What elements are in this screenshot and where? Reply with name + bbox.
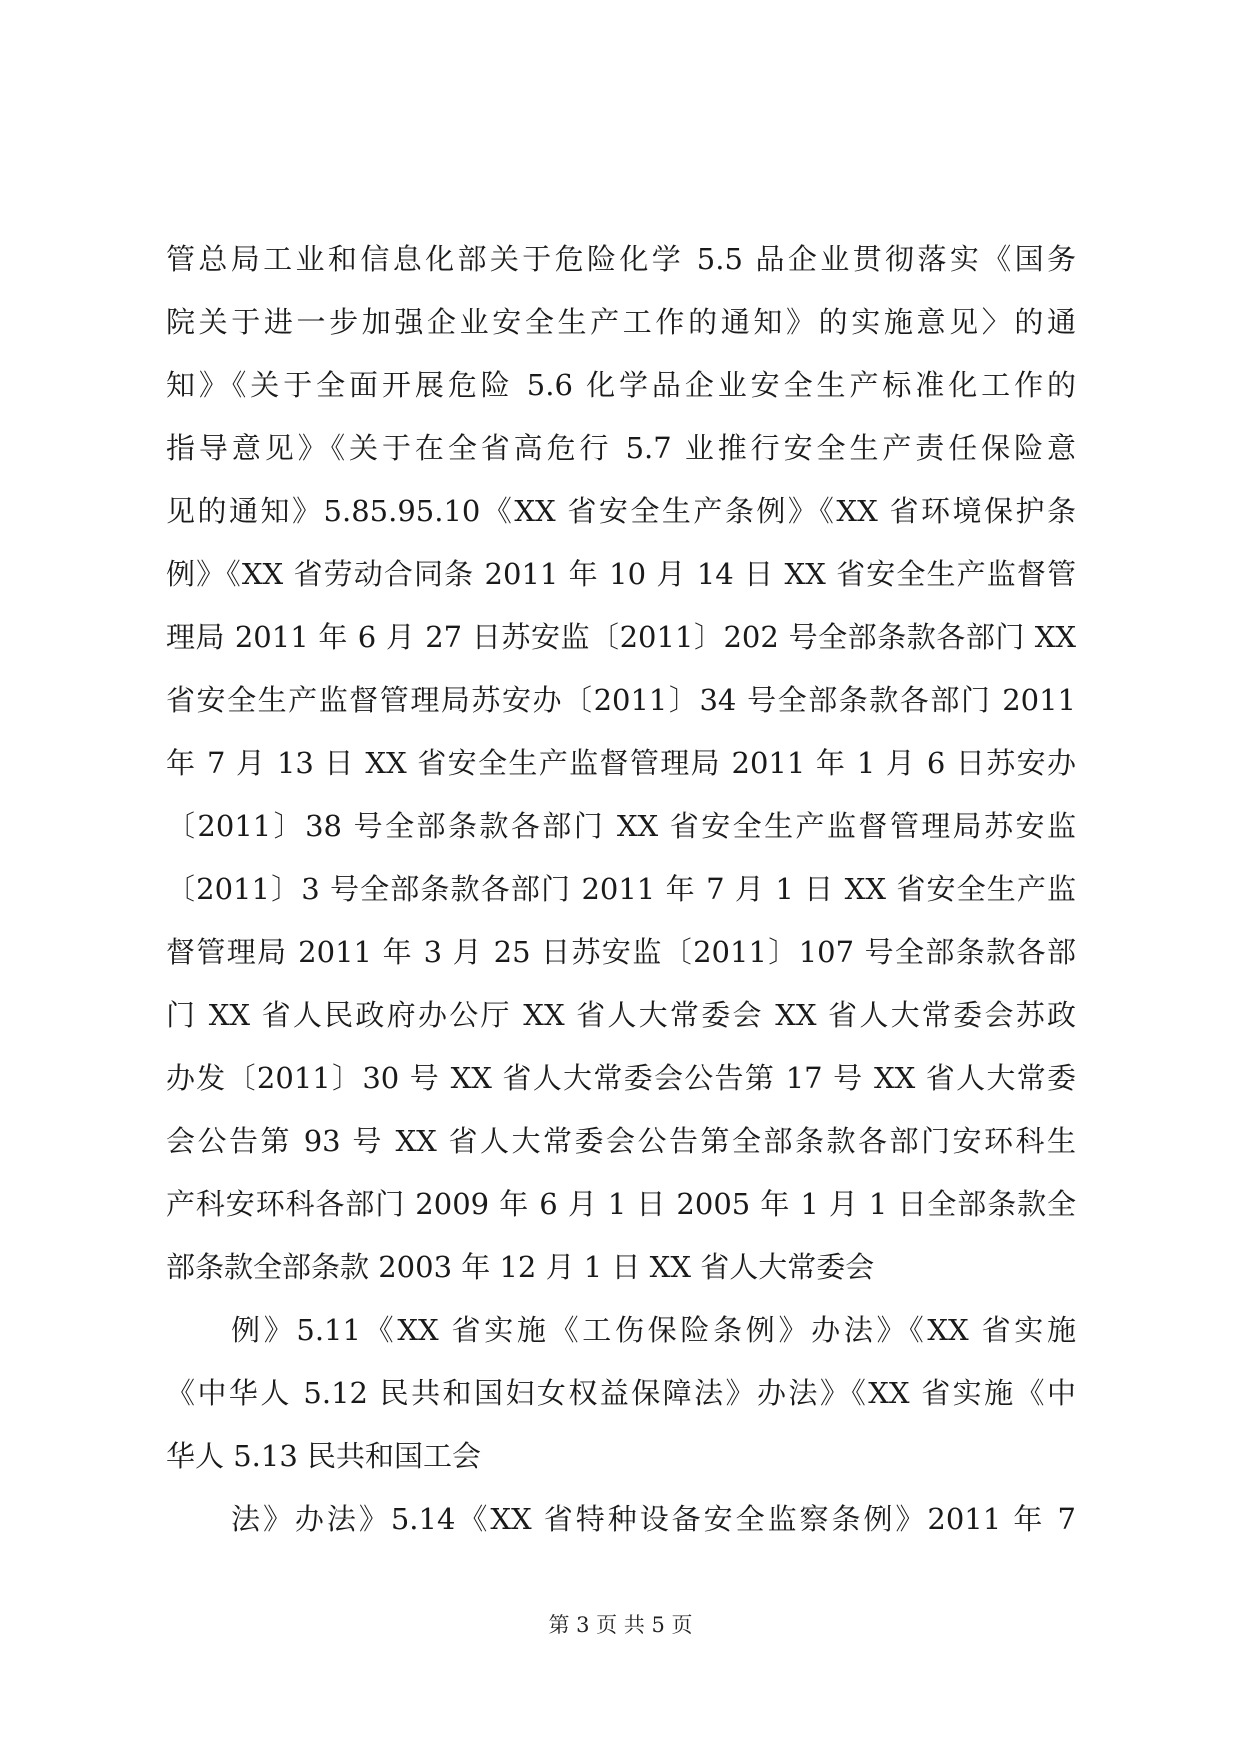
paragraph-first-line: 法》办法》5.14《XX 省特种设备安全监察条例》2011 年 7 (231, 1502, 1076, 1536)
text-line: 华人 5.13 民共和国工会 (166, 1439, 482, 1473)
page-number: 第 3 页 共 5 页 (548, 1613, 693, 1637)
text-line: 会公告第 93 号 XX 省人大常委会公告第全部条款各部门安环科生 (166, 1124, 1076, 1158)
text-line: 部条款全部条款 2003 年 12 月 1 日 XX 省人大常委会 (166, 1250, 875, 1284)
text-line: 知》《关于全面开展危险 5.6 化学品企业安全生产标准化工作的 (166, 368, 1076, 402)
text-line: 例》《XX 省劳动合同条 2011 年 10 月 14 日 XX 省安全生产监督管 (166, 557, 1076, 591)
text-line: 产科安环科各部门 2009 年 6 月 1 日 2005 年 1 月 1 日全部条款全 (166, 1187, 1076, 1221)
text-line: 〔2011〕38 号全部条款各部门 XX 省安全生产监督管理局苏安监 (166, 809, 1076, 843)
text-line: 年 7 月 13 日 XX 省安全生产监督管理局 2011 年 1 月 6 日苏安办 (166, 746, 1076, 780)
text-line: 〔2011〕3 号全部条款各部门 2011 年 7 月 1 日 XX 省安全生产监 (166, 872, 1076, 906)
text-line: 管总局工业和信息化部关于危险化学 5.5 品企业贯彻落实《国务 (166, 242, 1076, 276)
text-line: 省安全生产监督管理局苏安办〔2011〕34 号全部条款各部门 2011 (166, 683, 1076, 717)
text-line: 见的通知》5.85.95.10《XX 省安全生产条例》《XX 省环境保护条 (166, 494, 1076, 528)
text-line: 理局 2011 年 6 月 27 日苏安监〔2011〕202 号全部条款各部门 XX (166, 620, 1076, 654)
text-line: 督管理局 2011 年 3 月 25 日苏安监〔2011〕107 号全部条款各部 (166, 935, 1076, 969)
text-line: 指导意见》《关于在全省高危行 5.7 业推行安全生产责任保险意 (166, 431, 1076, 465)
paragraph-first-line: 例》5.11《XX 省实施《工伤保险条例》办法》《XX 省实施 (231, 1313, 1076, 1347)
text-line: 门 XX 省人民政府办公厅 XX 省人大常委会 XX 省人大常委会苏政 (166, 998, 1076, 1032)
text-line: 院关于进一步加强企业安全生产工作的通知》的实施意见〉的通 (166, 305, 1076, 339)
text-line: 办发〔2011〕30 号 XX 省人大常委会公告第 17 号 XX 省人大常委 (166, 1061, 1076, 1095)
text-line: 《中华人 5.12 民共和国妇女权益保障法》办法》《XX 省实施《中 (166, 1376, 1076, 1410)
document-body (166, 228, 1076, 1551)
page-footer (0, 1610, 1241, 1640)
